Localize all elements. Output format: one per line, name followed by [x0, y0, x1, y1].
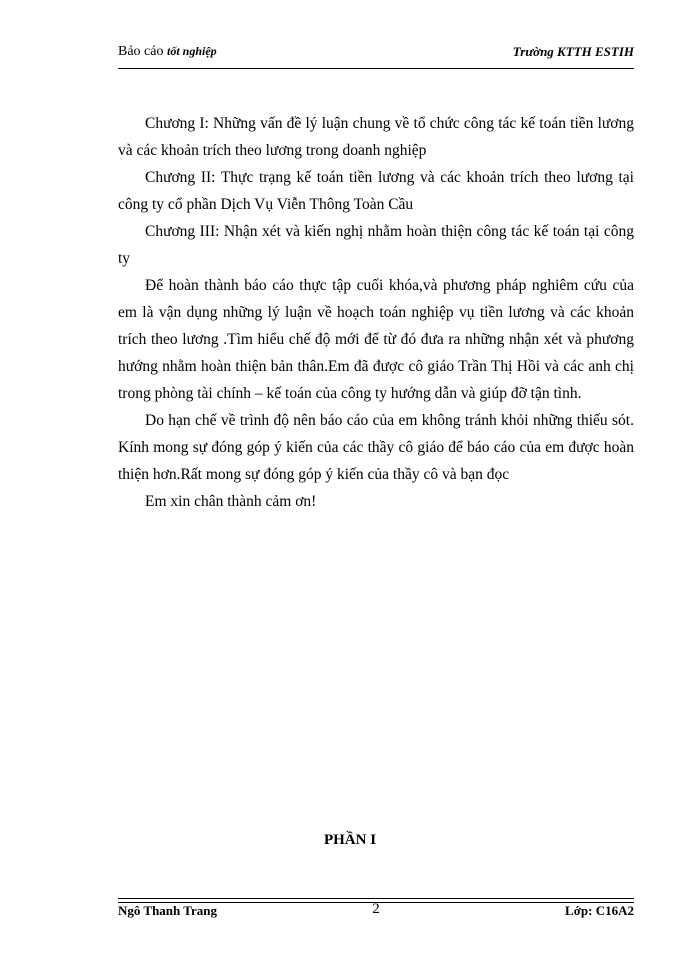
- paragraph-chapter-3: Chương III: Nhận xét và kiến nghị nhằm hoàn thiện công tác kế toán tại công ty: [118, 223, 634, 267]
- page-number: 2: [372, 901, 380, 917]
- footer-class: Lớp: C16A2: [565, 903, 634, 918]
- header-report-title: [118, 44, 217, 60]
- header-report-subtitle: tốt nghiệp: [166, 44, 217, 58]
- paragraph-limitations: Do hạn chế về trình độ nên báo cáo của em không tránh khỏi những thiếu sót. Kính mong sự đóng góp ý kiến của các thầy cô giáo để báo cáo của em được hoàn thiện hơn.Rất mong sự đóng góp ý kiến của thầy cô và bạn đọc: [118, 412, 634, 483]
- section-title: PHẦN I: [323, 832, 377, 848]
- page-footer: [118, 903, 634, 923]
- paragraph-chapter-2: Chương II: Thực trạng kế toán tiền lương và các khoản trích theo lương tại công ty cổ phần Dịch Vụ Viễn Thông Toàn Cầu: [118, 169, 634, 213]
- header-divider: [118, 68, 634, 69]
- header-report-label: Bảo cáo: [118, 44, 164, 59]
- footer-author: Ngô Thanh Trang: [118, 903, 217, 918]
- page-header: [118, 44, 634, 68]
- header-school-name: Trường KTTH ESTIH: [512, 44, 634, 59]
- paragraph-methodology: Để hoàn thành báo cáo thực tập cuối khóa,và phương pháp nghiêm cứu của em là vận dụng những lý luận về hoạch toán nghiệp vụ tiền lương và các khoản trích theo lương .Tìm hiểu chế độ mới để từ đó đưa ra những nhận xét và phương hướng nhằm hoàn thiện bản thân.Em đã được cô giáo Trần Thị Hồi và các anh chị trong phòng tài chính – kế toán của công ty hướng dẫn và giúp đỡ tận tình.: [118, 277, 634, 402]
- document-body: [118, 110, 634, 515]
- paragraph-chapter-1: Chương I: Những vấn đề lý luận chung về tổ chức công tác kế toán tiền lương và các khoản trích theo lương trong doanh nghiệp: [118, 115, 634, 159]
- paragraph-thanks: Em xin chân thành cảm ơn!: [145, 493, 317, 510]
